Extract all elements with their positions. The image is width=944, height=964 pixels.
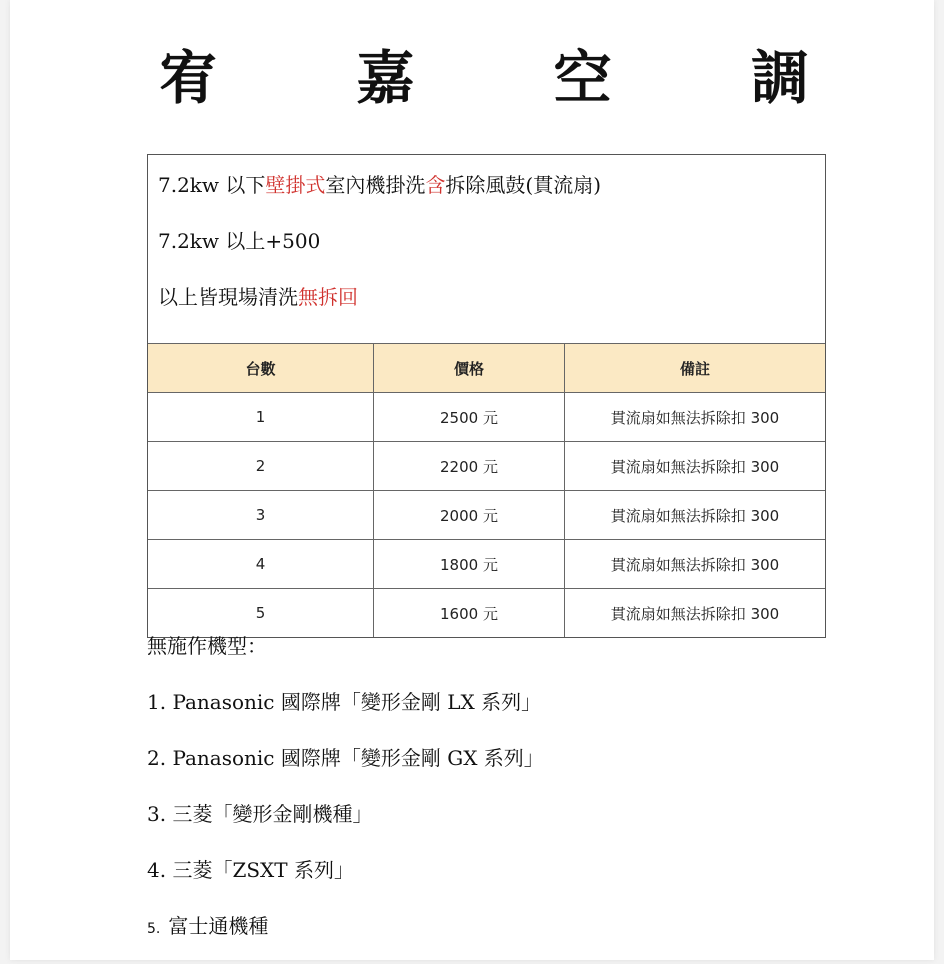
cell-remark: 貫流扇如無法拆除扣 300 <box>565 491 826 540</box>
cell-count: 4 <box>148 540 374 589</box>
cell-remark: 貫流扇如無法拆除扣 300 <box>565 393 826 442</box>
price-table <box>148 343 825 637</box>
cell-price: 2000 元 <box>374 491 565 540</box>
note-line-3 <box>158 281 825 337</box>
header-count: 台數 <box>148 344 374 393</box>
list-item <box>147 908 544 964</box>
list-item: 4. 三菱「ZSXT 系列」 <box>147 858 354 882</box>
header-price: 價格 <box>374 344 565 393</box>
note-text: 7.2kw 以下 <box>158 173 266 197</box>
cell-count: 2 <box>148 442 374 491</box>
page-title <box>158 42 810 114</box>
cell-price: 1800 元 <box>374 540 565 589</box>
cell-count: 5 <box>148 589 374 638</box>
note-line-1 <box>158 169 825 225</box>
cell-price: 1600 元 <box>374 589 565 638</box>
cell-remark: 貫流扇如無法拆除扣 300 <box>565 540 826 589</box>
service-notes <box>148 155 825 343</box>
table-header-row <box>148 344 825 393</box>
list-item: 3. 三菱「變形金剛機種」 <box>147 802 373 826</box>
list-item-number: 5. <box>147 921 161 937</box>
note-text: 以上皆現場清洗 <box>158 285 298 309</box>
cell-remark: 貫流扇如無法拆除扣 300 <box>565 442 826 491</box>
cell-count: 3 <box>148 491 374 540</box>
excluded-models-heading: 無施作機型： <box>147 634 267 658</box>
note-line-2: 7.2kw 以上+500 <box>158 229 321 253</box>
title-char: 調 <box>750 44 809 112</box>
title-char: 嘉 <box>356 44 415 112</box>
cell-count: 1 <box>148 393 374 442</box>
list-item: 1. Panasonic 國際牌「變形金剛 LX 系列」 <box>147 690 542 714</box>
document-page <box>10 0 934 960</box>
header-remark: 備註 <box>565 344 826 393</box>
title-char: 空 <box>553 44 612 112</box>
note-highlight: 無拆回 <box>298 285 358 309</box>
title-char: 宥 <box>158 44 217 112</box>
note-text: 拆除風鼓(貫流扇) <box>445 173 602 197</box>
note-text: 室內機掛洗 <box>325 173 426 197</box>
list-item: 2. Panasonic 國際牌「變形金剛 GX 系列」 <box>147 746 544 770</box>
cell-remark: 貫流扇如無法拆除扣 300 <box>565 589 826 638</box>
table-row <box>148 540 825 589</box>
table-row <box>148 491 825 540</box>
table-row <box>148 393 825 442</box>
table-row <box>148 442 825 491</box>
excluded-models <box>147 628 544 964</box>
cell-price: 2500 元 <box>374 393 565 442</box>
note-highlight: 壁掛式 <box>265 173 326 197</box>
note-highlight: 含 <box>425 173 446 197</box>
list-item-text: 富士通機種 <box>168 914 269 938</box>
cell-price: 2200 元 <box>374 442 565 491</box>
price-box <box>147 154 826 638</box>
